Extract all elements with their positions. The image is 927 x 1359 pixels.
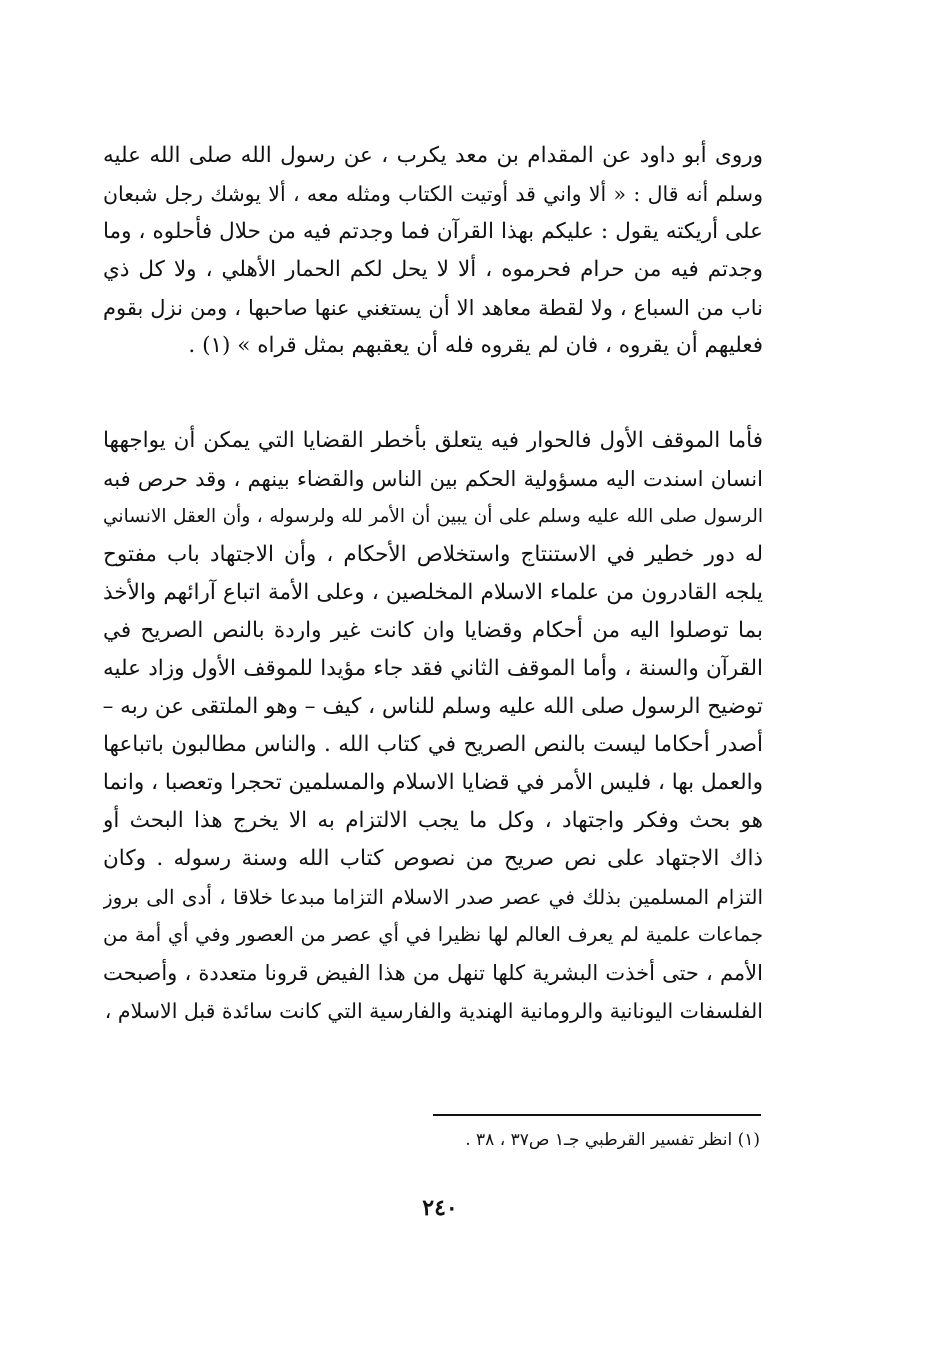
text-line: ذاك الاجتهاد على نص صريح من نصوص كتاب الله وسنة رسوله . وكان — [103, 846, 763, 871]
text-line: فأما الموقف الأول فالحوار فيه يتعلق بأخطر القضايا التي يمكن أن يواجهها — [103, 428, 763, 453]
text-line: فعليهم أن يقروه ، فان لم يقروه فله أن يعقبهم بمثل قراه » (١) . — [188, 333, 763, 358]
text-line: يلجه القادرون من علماء الاسلام المخلصين ، وعلى الأمة اتباع آرائهم والأخذ — [103, 580, 763, 605]
text-line: التزام المسلمين بذلك في عصر صدر الاسلام التزاما مبدعا خلاقا ، أدى الى بروز — [103, 885, 763, 909]
paragraph-discussion — [103, 422, 763, 1030]
text-line: وسلم أنه قال : « ألا واني قد أوتيت الكتاب ومثله معه ، ألا يوشك رجل شبعان — [103, 182, 763, 206]
footnote: (١) انظر تفسير القرطبي جـ١ ص٣٧ ، ٣٨ . — [465, 1130, 760, 1150]
paragraph-hadith — [103, 137, 763, 365]
text-line: هو بحث وفكر واجتهاد ، وكل ما يجب الالتزام به الا يخرج هذا البحث أو — [103, 808, 763, 833]
text-line: الفلسفات اليونانية والرومانية الهندية والفارسية التي كانت سائدة قبل الاسلام ، — [104, 999, 763, 1023]
text-line: ناب من السباع ، ولا لقطة معاهد الا أن يستغني عنها صاحبها ، ومن نزل بقوم — [103, 296, 763, 320]
text-line: القرآن والسنة ، وأما الموقف الثاني فقد جاء مؤيدا للموقف الأول وزاد عليه — [103, 656, 763, 681]
text-line: توضيح الرسول صلى الله عليه وسلم للناس ، كيف – وهو الملتقى عن ربه – — [103, 694, 763, 719]
text-line: انسان اسندت اليه مسؤولية الحكم بين الناس والقضاء بينهم ، وقد حرص فبه — [103, 467, 763, 491]
text-line: والعمل بها ، فليس الأمر في قضايا الاسلام والمسلمين تحجرا وتعصبا ، وانما — [103, 770, 763, 795]
footnote-divider — [433, 1114, 761, 1116]
text-line: الأمم ، حتى أخذت البشرية كلها تنهل من هذا الفيض قرونا متعددة ، وأصبحت — [103, 961, 763, 985]
text-line: وجدتم فيه من حرام فحرموه ، ألا لا يحل لكم الحمار الأهلي ، ولا كل ذي — [103, 257, 763, 282]
text-line: على أريكته يقول : عليكم بهذا القرآن فما وجدتم فيه من حلال فأحلوه ، وما — [103, 219, 763, 244]
text-line: جماعات علمية لم يعرف العالم لها نظيرا في أي عصر من العصور وفي أي أمة من — [103, 923, 763, 946]
text-line: وروى أبو داود عن المقدام بن معد يكرب ، عن رسول الله صلى الله عليه — [103, 143, 763, 168]
text-line: الرسول صلى الله عليه وسلم على أن يبين أن الأمر لله ولرسوله ، وأن العقل الانساني — [103, 506, 763, 527]
page-number: ٢٤٠ — [422, 1195, 458, 1221]
text-line: بما توصلوا اليه من أحكام وقضايا وان كانت غير واردة بالنص الصريح في — [103, 618, 763, 643]
text-line: أصدر أحكاما ليست بالنص الصريح في كتاب الله . والناس مطالبون باتباعها — [103, 732, 763, 757]
text-line: له دور خطير في الاستنتاج واستخلاص الأحكام ، وأن الاجتهاد باب مفتوح — [103, 542, 763, 567]
